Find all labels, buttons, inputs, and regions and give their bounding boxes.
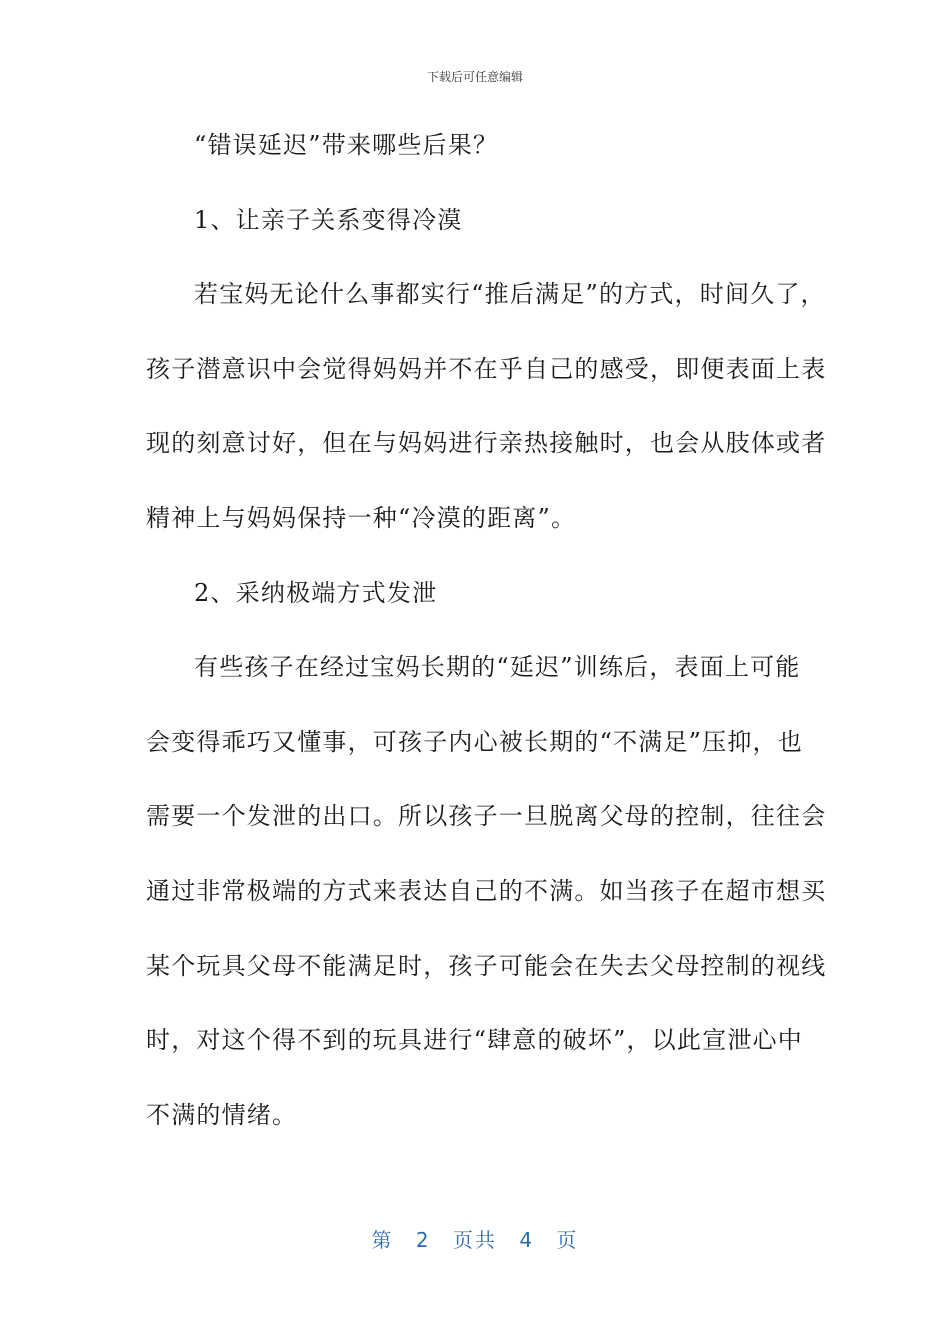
text-line: 通过非常极端的方式来表达自己的不满。如当孩子在超市想买 (146, 876, 827, 905)
page-header-note: 下载后可任意编辑 (426, 70, 523, 84)
document-body (146, 120, 827, 1164)
text-line: 会变得乖巧又懂事，可孩子内心被长期的“不满足”压抑，也 (146, 727, 803, 756)
text-line: 不满的情绪。 (146, 1100, 298, 1129)
text-line: 需要一个发泄的出口。所以孩子一旦脱离父母的控制，往往会 (146, 802, 827, 831)
text-line: 时，对这个得不到的玩具进行“肆意的破坏”，以此宣泄心中 (146, 1026, 803, 1055)
text-line: 若宝妈无论什么事都实行“推后满足”的方式，时间久了， (194, 280, 826, 309)
text-line: 有些孩子在经过宝妈长期的“延迟”训练后，表面上可能 (194, 653, 801, 682)
text-line: 某个玩具父母不能满足时，孩子可能会在失去父母控制的视线 (146, 951, 827, 980)
text-line: “错误延迟”带来哪些后果？ (194, 131, 499, 159)
text-line: 1、让亲子关系变得冷漠 (194, 205, 463, 234)
page-number-footer: 第 2 页共 4 页 (371, 1228, 579, 1252)
text-line: 孩子潜意识中会觉得妈妈并不在乎自己的感受，即便表面上表 (146, 354, 827, 383)
text-line: 现的刻意讨好，但在与妈妈进行亲热接触时，也会从肢体或者 (146, 429, 827, 458)
text-line: 精神上与妈妈保持一种“冷漠的距离”。 (146, 503, 577, 532)
text-line: 2、采纳极端方式发泄 (194, 578, 438, 607)
